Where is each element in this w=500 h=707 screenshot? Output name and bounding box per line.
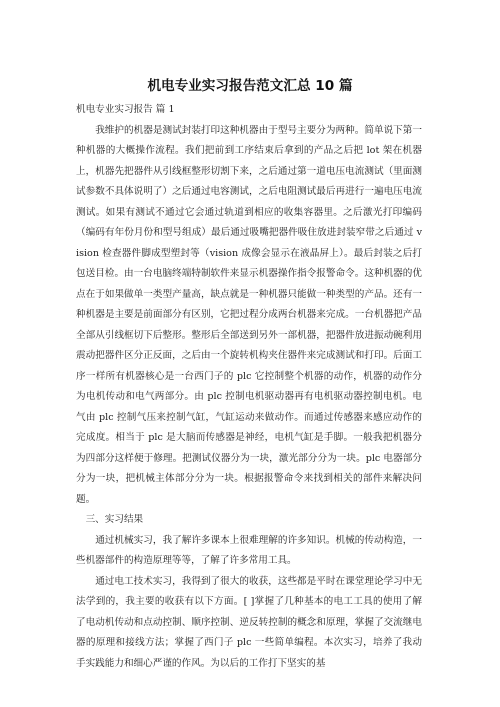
result-paragraph: 通过机械实习，我了解许多课本上很难理解的许多知识。机械的传动构造，一些机器部件的构造原理等等，了解了许多常用工具。 xyxy=(76,534,422,566)
result-paragraph: 通过电工技术实习，我得到了很大的收获，这些都是平时在课堂理论学习中无法学到的，我主要的收获有以下方面。[ ]掌握了几种基本的电工工具的使用了解了电动机传动和点动控制、顺序控制、逆反转控制的概念和原理，掌握了交流继电器的原理和接线方法；掌握了西门子 plc 一些简单编程。本次实习，培养了我动手实践能力和细心严谨的作风。为以后的工作打下坚实的基 xyxy=(76,575,422,669)
body-paragraph: 我维护的机器是测试封装打印这种机器由于型号主要分为两种。简单说下第一种机器的大概操作流程。我们把前到工序结束后拿到的产品之后把 lot 架在机器上，机器先把器件从引线框整形切割下来，之后通过第一道电压电流测试（里面测试参数不具体说明了）之后通过电容测试，之后电阻测试最后再进行一遍电压电流测试。如果有测试不通过它会通过轨道到相应的收集容器里。之后激光打印编码（编码有年份月份和型号组成）最后通过吸嘴把器件吸住放进封装窄带之后通过 vision 检查器件脚成型塑封等（vision 成像会显示在液晶屏上）。最后封装之后打包送目检。由一台电脑终端特制软件来显示机器操作指令报警命令。这种机器的优点在于如果做单一类型产量高，缺点就是一种机器只能做一种类型的产品。还有一种机器是主要是前面部分有区别，它把过程分成两台机器来完成。一台机器把产品全部从引线框切下后整形。整形后全部送到另外一部机器，把器件放进振动碗利用震动把器件区分正反面，之后由一个旋转机构夹住器件来完成测试和打印。后面工序一样所有机器核心是一台西门子的 plc 它控制整个机器的动作，机器的动作分为电机传动和电气两部分。由 plc 控制电机驱动器再有电机驱动器控制电机。电气由 plc 控制气压来控制气缸，气缸运动来做动作。而通过传感器来感应动作的完成度。相当于 plc 是大脑而传感器是神经，电机气缸是手脚。一般我把机器分为四部分这样便于修理。把测试仪器分为一块，激光部分分为一块。plc 电器部分分为一块，把机械主体部分分为一块。根据报警命令来找到相关的部件来解决问题。 xyxy=(76,124,422,505)
document-body xyxy=(76,100,422,674)
section-header: 机电专业实习报告 篇 1 xyxy=(76,104,175,115)
document-title: 机电专业实习报告范文汇总 10 篇 xyxy=(147,78,353,94)
subsection-heading: 三、实习结果 xyxy=(85,514,144,525)
